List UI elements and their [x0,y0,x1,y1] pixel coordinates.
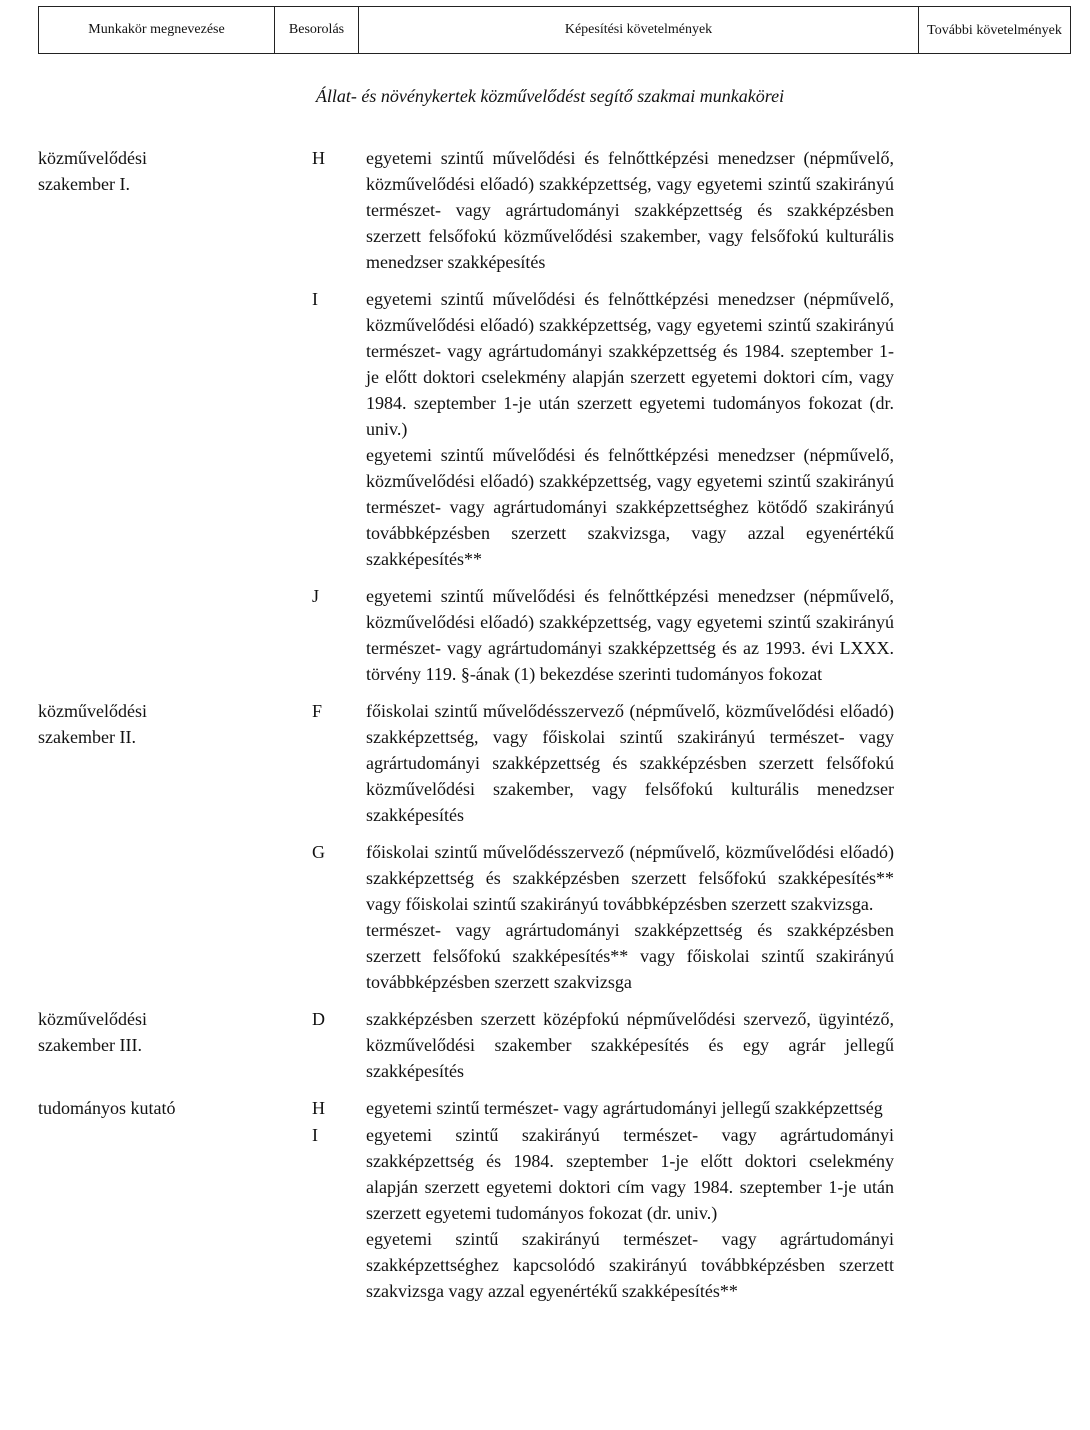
requirement-text [366,698,894,828]
grade-code: H [312,1098,325,1118]
requirement-text [366,145,894,275]
requirement-paragraph: egyetemi szintű természet- vagy agrártudományi jellegű szakképzettség [366,1098,883,1118]
section-title: Állat- és növénykertek közművelődést segítő szakmai munkakörei [315,86,785,106]
grade-code: G [312,842,325,862]
header-extra-requirements: További követelmények [927,23,1062,38]
table-row [38,839,1078,995]
table-row [38,1006,1078,1084]
table-row [38,286,1078,572]
requirement-text [366,583,894,687]
grade-code: D [312,1009,325,1029]
table-header [38,6,1071,54]
job-name [38,1122,280,1304]
job-name: tudományos kutató [38,1098,176,1118]
requirement-paragraph: egyetemi szintű művelődési és felnőttképzési menedzser (népművelő, közművelődési előadó) szakképzettség, vagy egyetemi szintű szakirányú természet- vagy agrártudományi szakképzettség és szakképzésben szerzett felsőfokú közművelődési szakember, vagy felsőfokú kulturális menedzser szakképesítés [366,148,894,272]
requirement-paragraph: főiskolai szintű művelődésszervező (népművelő, közművelődési előadó) szakképzettség és szakképzésben szerzett felsőfokú szakképesítés** vagy főiskolai szintű szakirányú továbbképzésben szerzett szakvizsga. [366,842,894,914]
job-name: közművelődési szakember III. [38,1009,147,1055]
requirement-paragraph: főiskolai szintű művelődésszervező (népművelő, közművelődési előadó) szakképzettség, vagy főiskolai szintű szakirányú természet- vagy agrártudományi szakképzettség és szakképzésben szerzett felsőfokú közművelődési szakember, vagy felsőfokú kulturális menedzser szakképesítés [366,701,894,825]
requirements-list [38,145,1078,1315]
requirement-paragraph: egyetemi szintű művelődési és felnőttképzési menedzser (népművelő, közművelődési előadó) szakképzettség, vagy egyetemi szintű szakirányú természet- vagy agrártudományi szakképzettség és 1984. szeptember 1-je előtt doktori cselekmény alapján szerzett egyetemi doktori cím, vagy 1984. szeptember 1-je után szerzett egyetemi tudományos fokozat (dr. univ.) [366,289,894,439]
requirement-paragraph: egyetemi szintű művelődési és felnőttképzési menedzser (népművelő, közművelődési előadó) szakképzettség, vagy egyetemi szintű szakirányú természet- vagy agrártudományi szakképzettség és az 1993. évi LXXX. törvény 119. §-ának (1) bekezdése szerinti tudományos fokozat [366,586,894,684]
grade-code: I [312,1125,318,1145]
table-row [38,1122,1078,1304]
header-classification: Besorolás [275,7,359,53]
table-row [38,698,1078,828]
grade-code: F [312,701,323,721]
requirement-text [366,1122,894,1304]
job-name: közművelődési szakember II. [38,701,147,747]
job-name [38,583,280,687]
requirement-paragraph: szakképzésben szerzett középfokú népművelődési szervező, ügyintéző, közművelődési szakember szakképesítés és egy agrár jellegű szakképesítés [366,1009,894,1081]
requirement-paragraph: természet- vagy agrártudományi szakképzettség és szakképzésben szerzett felsőfokú szakképesítés** vagy főiskolai szintű szakirányú továbbképzésben szerzett szakvizsga [366,920,894,992]
requirement-text [366,839,894,995]
job-name [38,286,280,572]
grade-code: J [312,586,320,606]
header-requirements: Képesítési követelmények [359,7,919,53]
job-name [38,839,280,995]
grade-code: H [312,148,325,168]
requirement-text [366,1006,894,1084]
table-row [38,583,1078,687]
requirement-paragraph: egyetemi szintű szakirányú természet- vagy agrártudományi szakképzettség és 1984. szeptember 1-je előtt doktori cselekmény alapján szerzett egyetemi doktori cím vagy 1984. szeptember 1-je után szerzett egyetemi tudományos fokozat (dr. univ.) [366,1125,894,1223]
requirement-text [366,1095,894,1121]
requirement-paragraph: egyetemi szintű művelődési és felnőttképzési menedzser (népművelő, közművelődési előadó) szakképzettség, vagy egyetemi szintű szakirányú természet- vagy agrártudományi szakképzettséghez kötődő szakirányú továbbképzésben szerzett szakvizsga, vagy azzal egyenértékű szakképesítés** [366,445,894,569]
requirement-paragraph: egyetemi szintű szakirányú természet- vagy agrártudományi szakképzettséghez kapcsolódó szakirányú továbbképzésben szerzett szakvizsga vagy azzal egyenértékű szakképesítés** [366,1229,894,1301]
requirement-text [366,286,894,572]
grade-code: I [312,289,318,309]
table-row [38,145,1078,275]
job-name: közművelődési szakember I. [38,148,147,194]
table-row [38,1095,1078,1121]
header-job-title: Munkakör megnevezése [39,7,275,53]
